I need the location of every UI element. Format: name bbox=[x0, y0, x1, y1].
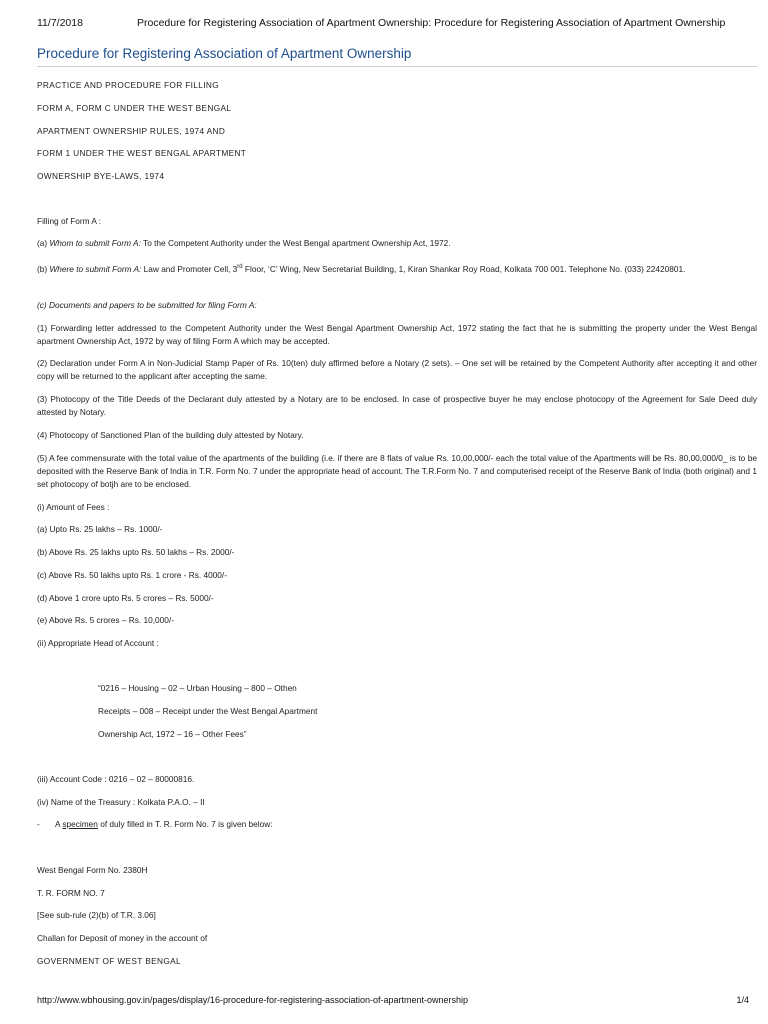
head-of-account-line: “0216 – Housing – 02 – Urban Housing – 800 – Othen bbox=[98, 683, 297, 693]
item-b: (b) Where to submit Form A: Law and Promoter Cell, 3rd Floor, ‘C’ Wing, New Secretariat Building, 1, Kiran Shankar Roy Road, Kolkata 700 001. Telephone No. (033) 22420801. bbox=[37, 264, 686, 274]
heading-line-4: FORM 1 UNDER THE WEST BENGAL APARTMENT bbox=[37, 148, 247, 158]
form-line: Challan for Deposit of money in the account of bbox=[37, 933, 208, 943]
print-date: 11/7/2018 bbox=[37, 17, 83, 29]
item-c: (c) Documents and papers to be submitted for filing Form A: bbox=[37, 300, 257, 310]
heading-line-5: OWNERSHIP BYE-LAWS, 1974 bbox=[37, 171, 165, 181]
document-1: (1) Forwarding letter addressed to the Competent Authority under the West Bengal Apartment Ownership Act, 1972 stating the fact that he is submitting the property under the West Bengal apartment Ownership Act, 1972 by way of filing Form A which may be accepted. bbox=[37, 323, 757, 346]
page-number: 1/4 bbox=[736, 995, 749, 1005]
document-2: (2) Declaration under Form A in Non-Judicial Stamp Paper of Rs. 10(ten) duly affirmed before a Notary (2 sets). – One set will be retained by the Competent Authority after accepting it and other copy will be returned to the applicant after accepting the same. bbox=[37, 358, 757, 381]
document-5: (5) A fee commensurate with the total value of the apartments of the building (i.e. if there are 8 flats of value Rs. 10,00,000/- each the total value of the Apartments will be Rs. 80,00,000/0_ is to be deposited with the Reserve Bank of India in T.R. Form No. 7 under the appropriate head of account. The T.R.Form No. 7 and computerised receipt of the Reserve Bank of India (both original) and 1 set photocopy of botjh are to be enclosed. bbox=[37, 453, 757, 489]
form-line: T. R. FORM NO. 7 bbox=[37, 888, 105, 898]
print-header-title: Procedure for Registering Association of Apartment Ownership: Procedure for Registering Association of Apartment Ownership bbox=[137, 17, 726, 29]
footer-url[interactable]: http://www.wbhousing.gov.in/pages/display/16-procedure-for-registering-association-of-apartment-ownership bbox=[37, 995, 469, 1005]
item-a: (a) Whom to submit Form A: To the Competent Authority under the West Bengal apartment Ownership Act, 1972. bbox=[37, 238, 451, 248]
head-of-account-line: Receipts – 008 – Receipt under the West Bengal Apartment bbox=[98, 706, 318, 716]
fee-item: (a) Upto Rs. 25 lakhs – Rs. 1000/- bbox=[37, 524, 163, 534]
fee-item: (b) Above Rs. 25 lakhs upto Rs. 50 lakhs – Rs. 2000/- bbox=[37, 547, 235, 557]
page-title: Procedure for Registering Association of Apartment Ownership bbox=[37, 46, 412, 61]
title-divider bbox=[37, 66, 757, 67]
form-line: West Bengal Form No. 2380H bbox=[37, 865, 148, 875]
form-line: [See sub-rule (2)(b) of T.R. 3.06] bbox=[37, 910, 156, 920]
head-of-account-line: Ownership Act, 1972 – 16 – Other Fees” bbox=[98, 729, 247, 739]
head-of-account-label: (ii) Appropriate Head of Account : bbox=[37, 638, 159, 648]
specimen-note: - A specimen of duly filled in T. R. Form No. 7 is given below: bbox=[37, 819, 273, 829]
account-code: (iii) Account Code : 0216 – 02 – 80000816. bbox=[37, 774, 195, 784]
treasury-name: (iv) Name of the Treasury : Kolkata P.A.O. – II bbox=[37, 797, 205, 807]
fee-item: (c) Above Rs. 50 lakhs upto Rs. 1 crore - Rs. 4000/- bbox=[37, 570, 227, 580]
form-line: GOVERNMENT OF WEST BENGAL bbox=[37, 956, 181, 966]
document-3: (3) Photocopy of the Title Deeds of the Declarant duly attested by a Notary are to be enclosed. In case of prospective buyer he may enclose photocopy of the Agreement for Sale Deed duly attested by Notary. bbox=[37, 394, 757, 417]
fee-item: (d) Above 1 crore upto Rs. 5 crores – Rs. 5000/- bbox=[37, 593, 214, 603]
heading-line-3: APARTMENT OWNERSHIP RULES, 1974 AND bbox=[37, 126, 226, 136]
heading-line-2: FORM A, FORM C UNDER THE WEST BENGAL bbox=[37, 103, 232, 113]
heading-line-1: PRACTICE AND PROCEDURE FOR FILLING bbox=[37, 80, 220, 90]
filling-label: Filling of Form A : bbox=[37, 216, 102, 226]
document-4: (4) Photocopy of Sanctioned Plan of the building duly attested by Notary. bbox=[37, 430, 304, 440]
fee-item: (e) Above Rs. 5 crores – Rs. 10,000/- bbox=[37, 615, 174, 625]
fees-label: (i) Amount of Fees : bbox=[37, 502, 110, 512]
